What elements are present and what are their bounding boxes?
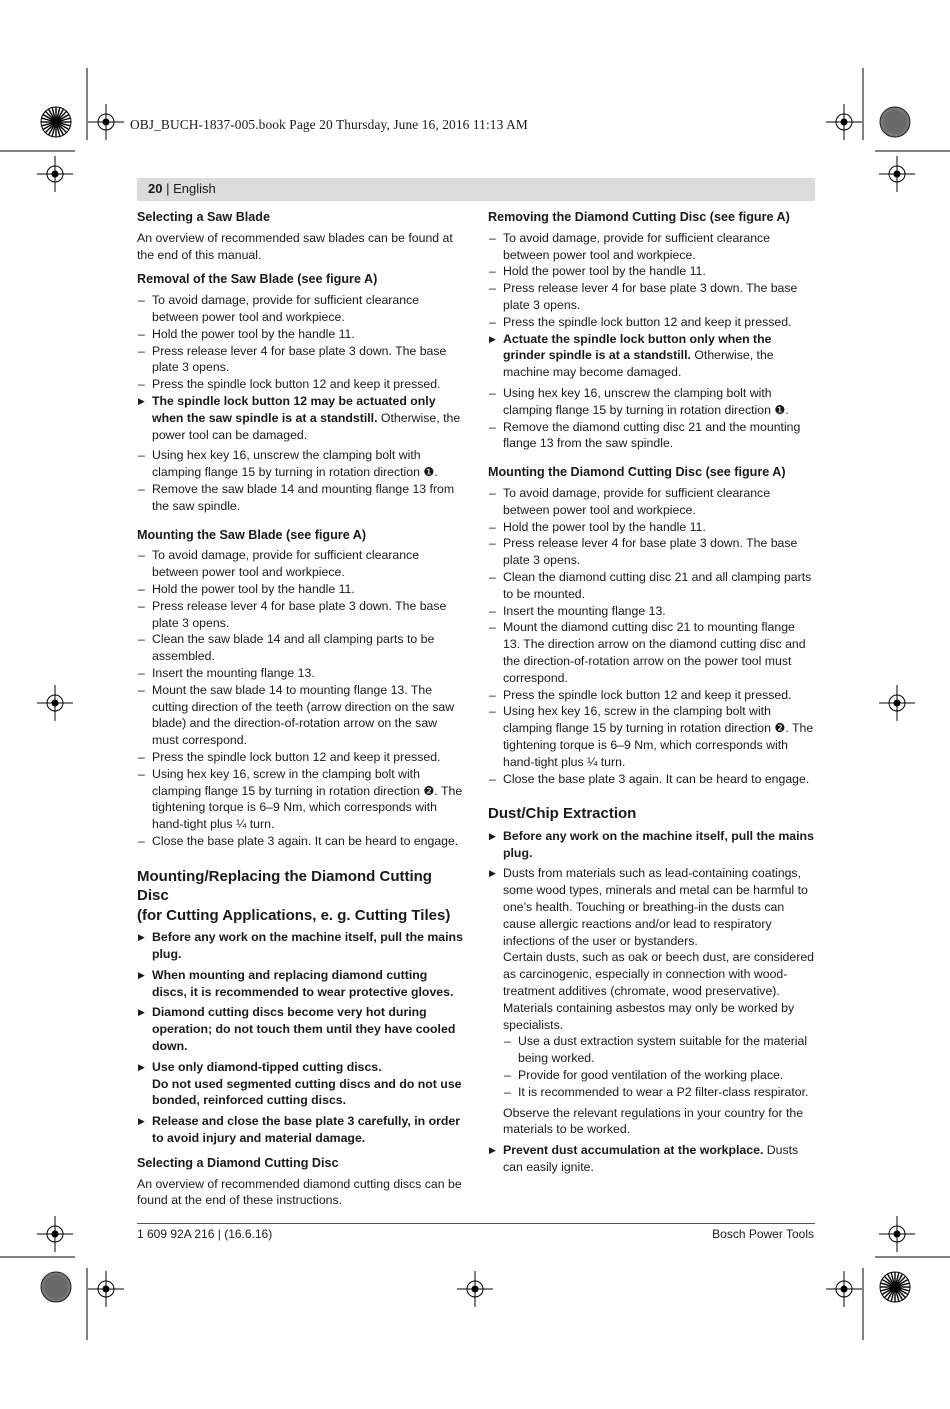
warning-text: Otherwise, the machine may become damaged. bbox=[503, 348, 774, 380]
left-column bbox=[137, 209, 463, 1209]
chapter-heading-line: Mounting/Replacing the Diamond Cutting Disc bbox=[137, 867, 432, 905]
registration-star bbox=[41, 107, 71, 137]
warning-text: Dusts can easily ignite. bbox=[503, 1143, 799, 1174]
warning-item bbox=[488, 331, 814, 381]
warning-bold: Diamond cutting discs become very hot during operation; do not touch them until they have cooled down. bbox=[152, 1005, 456, 1053]
list-item: – Press the spindle lock button 12 and keep it pressed. bbox=[488, 687, 814, 704]
warning-bold: Before any work on the machine itself, pull the mains plug. bbox=[152, 930, 463, 961]
registration-star bbox=[880, 1272, 910, 1302]
header-text bbox=[148, 181, 216, 196]
list-item: – To avoid damage, provide for sufficient clearance between power tool and workpiece. bbox=[137, 547, 463, 581]
warning-bold: Do not used segmented cutting discs and do not use bonded, reinforced cutting discs. bbox=[152, 1076, 462, 1108]
step-list bbox=[488, 485, 814, 787]
registration-dot bbox=[41, 1272, 71, 1302]
sub-list bbox=[488, 1033, 814, 1100]
list-item: – Provide for good ventilation of the working place. bbox=[503, 1067, 814, 1084]
warning-text: Otherwise, the power tool can be damaged. bbox=[152, 410, 461, 442]
print-info-line: OBJ_BUCH-1837-005.book Page 20 Thursday, June 16, 2016 11:13 AM bbox=[130, 117, 528, 132]
warning-text: ▶ Dusts from materials such as lead-containing coatings, some wood types, minerals and metal can be harmful to one’s health. Touching or breathing-in the dusts can cause allergic reactions and/or lead to respiratory infections of the user or bystanders. bbox=[503, 866, 808, 948]
list-item: – Mount the diamond cutting disc 21 to mounting flange 13. The direction arrow on the diamond cutting disc and the direction-of-rotation arrow on the power tool must correspond. bbox=[488, 619, 814, 686]
list-item: – Insert the mounting flange 13. bbox=[488, 603, 814, 620]
list-item: – Press release lever 4 for base plate 3 down. The base plate 3 opens. bbox=[488, 535, 814, 569]
list-item: – Hold the power tool by the handle 11. bbox=[488, 519, 814, 536]
warning-item bbox=[137, 1004, 463, 1054]
list-item: – Using hex key 16, screw in the clamping bolt with clamping flange 15 by turning in rotation direction ❷. The tightening torque is 6–9 Nm, which corresponds with hand-tight plus ¼ turn. bbox=[488, 703, 814, 770]
section-heading: Mounting the Diamond Cutting Disc (see figure A) bbox=[488, 465, 786, 480]
list-item: – Mount the saw blade 14 to mounting flange 13. The cutting direction of the teeth (arrow direction on the saw blade) and the direction-of-rotation arrow on the saw must correspond. bbox=[137, 682, 463, 749]
warning-item bbox=[137, 929, 463, 963]
warning-item bbox=[137, 393, 463, 443]
step-list bbox=[137, 547, 463, 849]
section-heading: Removal of the Saw Blade (see figure A) bbox=[137, 272, 378, 287]
header-separator: | bbox=[162, 181, 174, 196]
warning-item bbox=[488, 828, 814, 862]
list-item: – Use a dust extraction system suitable for the material being worked. bbox=[503, 1033, 814, 1067]
footer-rule bbox=[137, 1223, 815, 1224]
list-item: – Insert the mounting flange 13. bbox=[137, 665, 463, 682]
warning-bold: Release and close the base plate 3 carefully, in order to avoid injury and material damage. bbox=[152, 1114, 461, 1145]
chapter-heading bbox=[137, 867, 463, 926]
warning-item bbox=[137, 1059, 463, 1109]
step-list bbox=[488, 230, 814, 331]
page-number: 20 bbox=[148, 181, 163, 196]
header-language: English bbox=[173, 181, 216, 196]
warning-bold: Prevent dust accumulation at the workplace. bbox=[503, 1143, 764, 1158]
paragraph: An overview of recommended saw blades can be found at the end of this manual. bbox=[137, 230, 453, 262]
list-item: – Clean the saw blade 14 and all clamping parts to be assembled. bbox=[137, 631, 463, 665]
list-item: – To avoid damage, provide for sufficient clearance between power tool and workpiece. bbox=[137, 292, 463, 326]
section-heading: Selecting a Diamond Cutting Disc bbox=[137, 1155, 339, 1170]
step-list bbox=[137, 292, 463, 393]
list-item: – Hold the power tool by the handle 11. bbox=[488, 263, 814, 280]
list-item: – Close the base plate 3 again. It can be heard to engage. bbox=[137, 833, 463, 850]
warning-bold: When mounting and replacing diamond cutting discs, it is recommended to wear protective gloves. bbox=[152, 967, 454, 999]
warning-bold: Use only diamond-tipped cutting discs. bbox=[152, 1059, 382, 1074]
list-item: – Hold the power tool by the handle 11. bbox=[137, 581, 463, 598]
list-item: – Press release lever 4 for base plate 3 down. The base plate 3 opens. bbox=[137, 598, 463, 632]
step-list bbox=[488, 385, 814, 452]
chapter-heading-line: (for Cutting Applications, e. g. Cutting Tiles) bbox=[137, 906, 451, 924]
list-item: – It is recommended to wear a P2 filter-class respirator. bbox=[503, 1084, 814, 1101]
list-item: – Press the spindle lock button 12 and keep it pressed. bbox=[488, 314, 814, 331]
list-item: – Remove the saw blade 14 and mounting flange 13 from the saw spindle. bbox=[137, 481, 463, 515]
list-item: – Using hex key 16, unscrew the clamping bolt with clamping flange 15 by turning in rotation direction ❶. bbox=[488, 385, 814, 419]
warning-item bbox=[488, 865, 814, 1033]
list-item: – Hold the power tool by the handle 11. bbox=[137, 326, 463, 343]
warning-bold: Before any work on the machine itself, pull the mains plug. bbox=[503, 828, 814, 860]
section-heading: Selecting a Saw Blade bbox=[137, 210, 270, 224]
warning-bold: The spindle lock button 12 may be actuated only when the saw spindle is at a standstill. bbox=[152, 393, 436, 425]
list-item: – Press the spindle lock button 12 and keep it pressed. bbox=[137, 376, 463, 393]
section-heading: Removing the Diamond Cutting Disc (see figure A) bbox=[488, 210, 790, 224]
list-item: – Remove the diamond cutting disc 21 and the mounting flange 13 from the saw spindle. bbox=[488, 419, 814, 453]
warning-text: Certain dusts, such as oak or beech dust, are considered as carcinogenic, especially in connection with wood-treatment additives (chromate, wood preservative). Materials containing asbestos may only be worked by specialists. bbox=[503, 950, 815, 1032]
warning-item bbox=[137, 967, 463, 1001]
list-item: – Close the base plate 3 again. It can be heard to engage. bbox=[488, 771, 814, 788]
section-heading: Mounting the Saw Blade (see figure A) bbox=[137, 527, 367, 542]
list-item: – To avoid damage, provide for sufficient clearance between power tool and workpiece. bbox=[488, 230, 814, 264]
warning-item bbox=[488, 1142, 814, 1176]
list-item: – Using hex key 16, unscrew the clamping bolt with clamping flange 15 by turning in rotation direction ❶. bbox=[137, 447, 463, 481]
chapter-heading: Dust/Chip Extraction bbox=[488, 805, 637, 823]
list-item: – Press release lever 4 for base plate 3 down. The base plate 3 opens. bbox=[137, 343, 463, 377]
registration-dot bbox=[880, 107, 910, 137]
page-header bbox=[137, 178, 815, 201]
list-item: – Using hex key 16, screw in the clamping bolt with clamping flange 15 by turning in rotation direction ❷. The tightening torque is 6–9 Nm, which corresponds with hand-tight plus ¼ turn. bbox=[137, 766, 463, 833]
step-list bbox=[137, 447, 463, 514]
list-item: – Press release lever 4 for base plate 3 down. The base plate 3 opens. bbox=[488, 280, 814, 314]
warning-item bbox=[137, 1113, 463, 1147]
paragraph: Observe the relevant regulations in your country for the materials to be worked. bbox=[503, 1105, 804, 1137]
list-item: – To avoid damage, provide for sufficient clearance between power tool and workpiece. bbox=[488, 485, 814, 519]
right-column bbox=[488, 209, 814, 1176]
list-item: – Clean the diamond cutting disc 21 and all clamping parts to be mounted. bbox=[488, 569, 814, 603]
footer-brand: Bosch Power Tools bbox=[712, 1227, 814, 1241]
paragraph: An overview of recommended diamond cutting discs can be found at the end of these instructions. bbox=[137, 1176, 462, 1208]
list-item: – Press the spindle lock button 12 and keep it pressed. bbox=[137, 749, 463, 766]
warning-bold: Actuate the spindle lock button only when the grinder spindle is at a standstill. bbox=[503, 331, 772, 363]
footer-doc-number: 1 609 92A 216 | (16.6.16) bbox=[137, 1227, 273, 1241]
